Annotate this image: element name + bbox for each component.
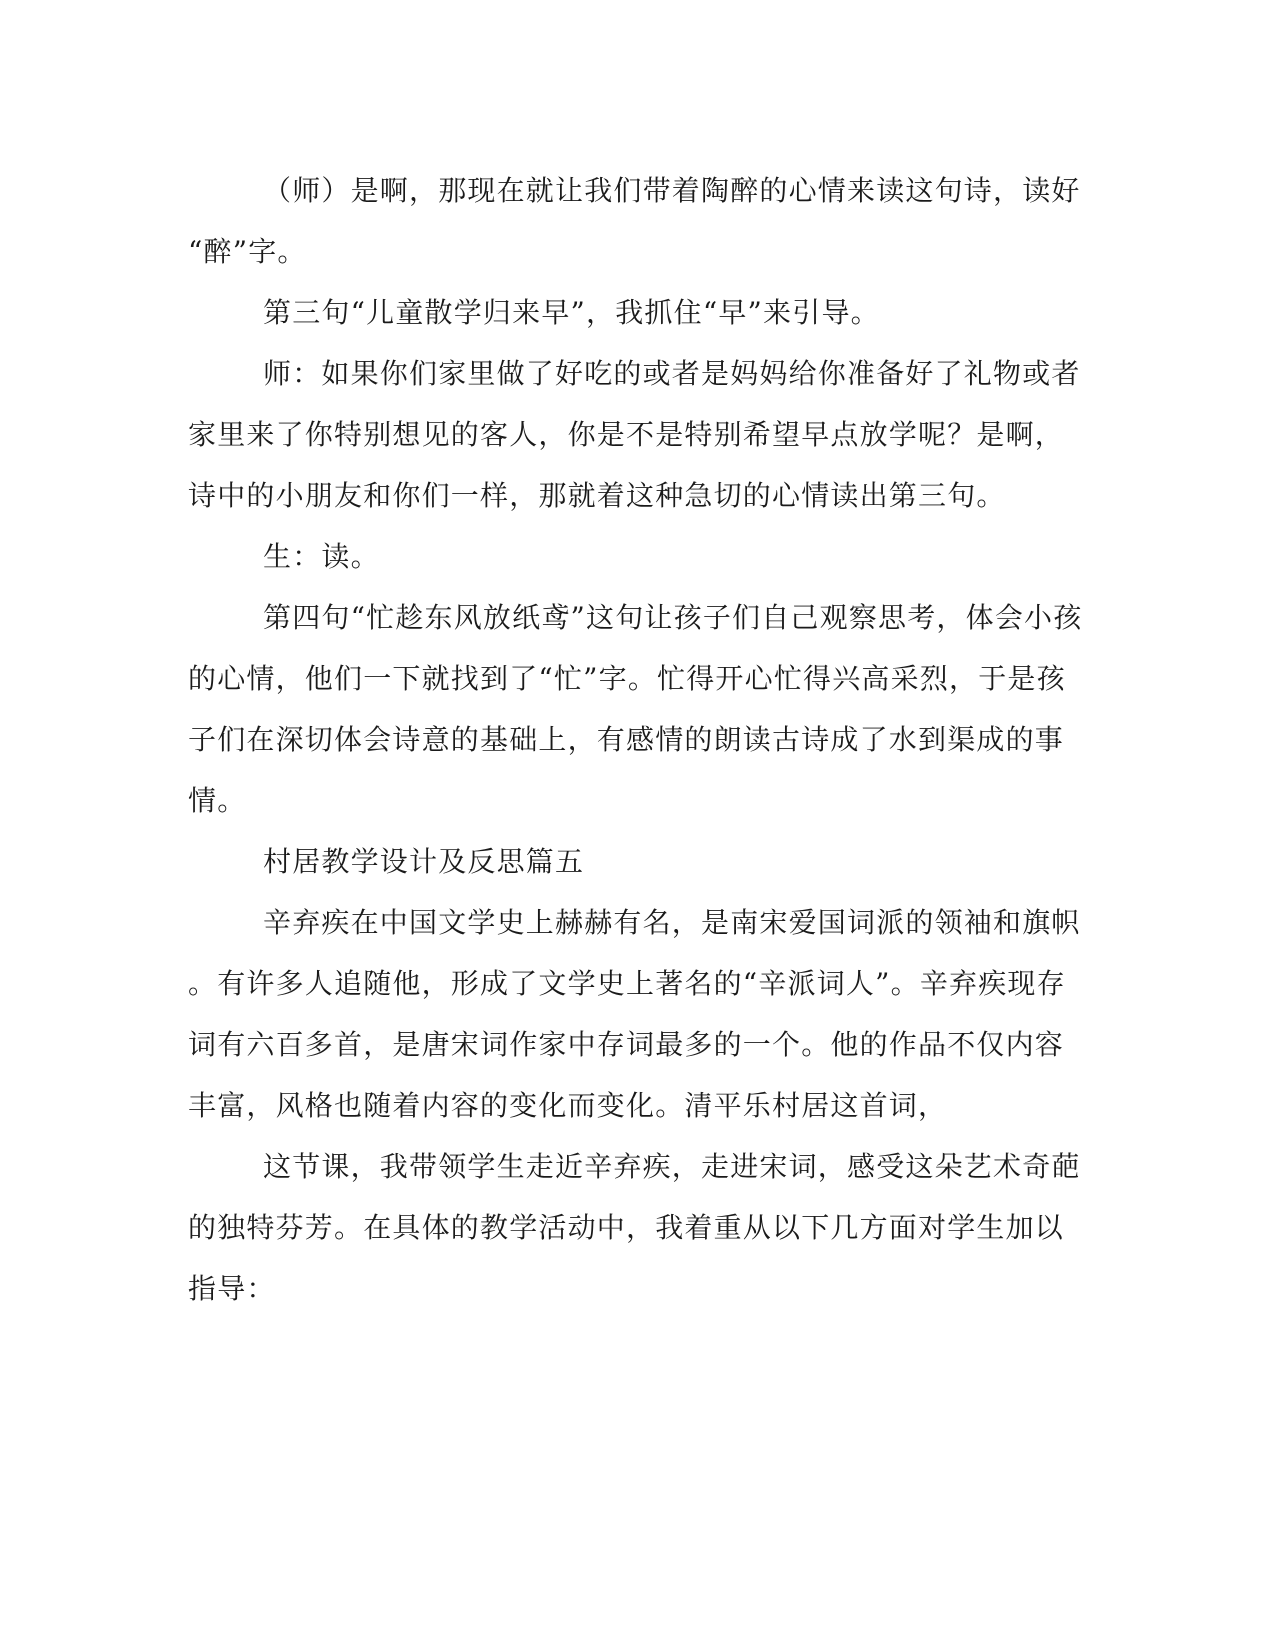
text-line: “醉”字。 (188, 235, 307, 268)
text-line: 的心情，他们一下就找到了“忙”字。忙得开心忙得兴高采烈，于是孩 (188, 662, 1066, 695)
text-line: 词有六百多首，是唐宋词作家中存词最多的一个。他的作品不仅内容 (188, 1028, 1065, 1061)
text-line: （师）是啊，那现在就让我们带着陶醉的心情来读这句诗，读好 (263, 174, 1081, 207)
text-line: 指导： (188, 1272, 276, 1305)
text-line: 诗中的小朋友和你们一样，那就着这种急切的心情读出第三句。 (188, 479, 1006, 512)
text-line: 子们在深切体会诗意的基础上，有感情的朗读古诗成了水到渠成的事 (188, 723, 1065, 756)
text-line: 的独特芬芳。在具体的教学活动中，我着重从以下几方面对学生加以 (188, 1211, 1065, 1244)
text-line: 第三句“儿童散学归来早”，我抓住“早”来引导。 (263, 296, 880, 329)
text-line: 情。 (188, 784, 247, 817)
text-line: 家里来了你特别想见的客人，你是不是特别希望早点放学呢？是啊， (188, 418, 1065, 451)
text-line: 师：如果你们家里做了好吃的或者是妈妈给你准备好了礼物或者 (263, 357, 1081, 390)
text-line: 这节课，我带领学生走近辛弃疾，走进宋词，感受这朵艺术奇葩 (263, 1150, 1081, 1183)
text-line: 丰富，风格也随着内容的变化而变化。清平乐村居这首词， (188, 1089, 948, 1122)
text-line: 辛弃疾在中国文学史上赫赫有名，是南宋爱国词派的领袖和旗帜 (263, 906, 1081, 939)
text-line: 。有许多人追随他，形成了文学史上著名的“辛派词人”。辛弃疾现存 (188, 967, 1066, 1000)
text-line: 生：读。 (263, 540, 380, 573)
text-line: 第四句“忙趁东风放纸鸢”这句让孩子们自己观察思考，体会小孩 (263, 601, 1083, 634)
document-body (188, 160, 1083, 1319)
section-heading: 村居教学设计及反思篇五 (263, 845, 585, 878)
